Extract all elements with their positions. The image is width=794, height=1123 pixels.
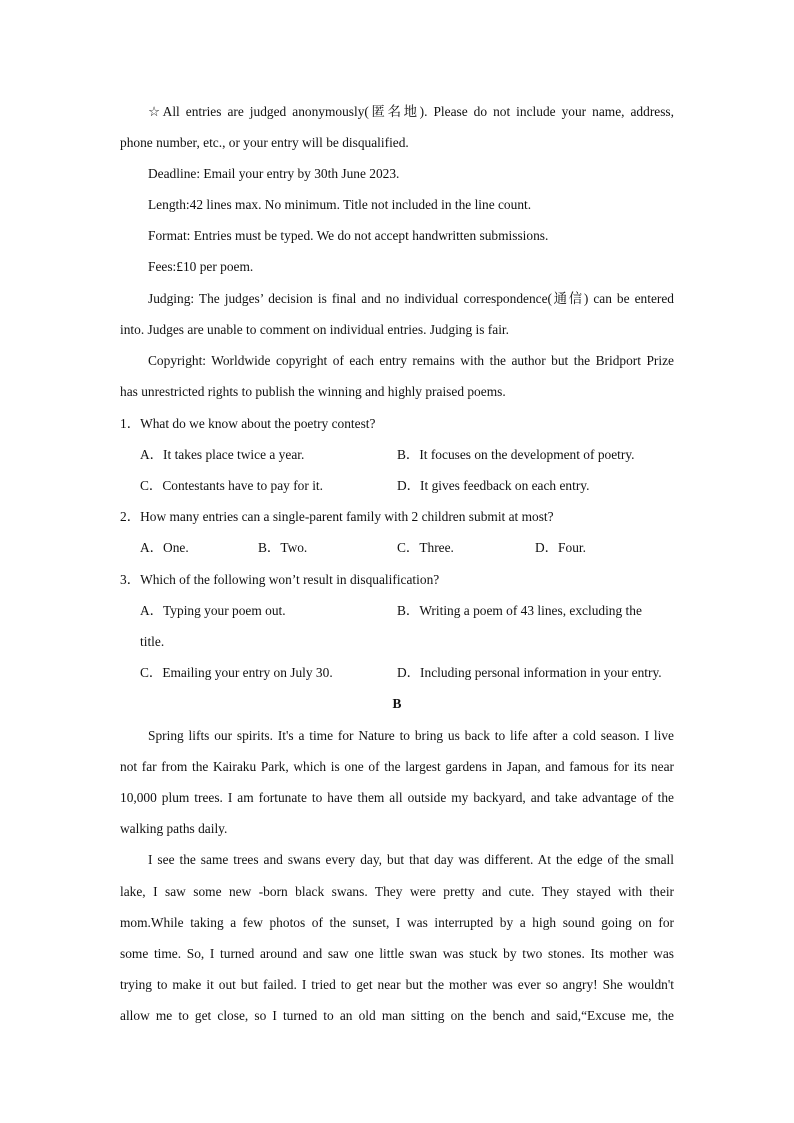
rule-length: Length:42 lines max. No minimum. Title not included in the line count.	[148, 197, 532, 212]
passage-p1-line-4: walking paths daily.	[120, 821, 228, 836]
passage-p2-line-4: some time. So, I turned around and saw one little swan was stuck by two stones. Its mother was	[120, 946, 674, 961]
passage-p2-line-5: trying to make it out but failed. I tried to get near but the mother was ever so angry! She wouldn't	[120, 977, 674, 992]
passage-p1-line-2: not far from the Kairaku Park, which is one of the largest gardens in Japan, and famous for its near	[120, 759, 674, 774]
rule-anonymity-line-1: ☆All entries are judged anonymously(匿名地). Please do not include your name, address,	[148, 104, 674, 119]
section-b-heading: B	[392, 696, 402, 711]
question-3-option-b-continued: title.	[140, 634, 165, 649]
rule-judging-line-2: into. Judges are unable to comment on individual entries. Judging is fair.	[120, 322, 510, 337]
question-3-option-d: D．Including personal information in your entry.	[397, 665, 662, 680]
passage-p1-line-3: 10,000 plum trees. I am fortunate to have them all outside my backyard, and take advantage of the	[120, 790, 674, 805]
passage-p1-line-1: Spring lifts our spirits. It's a time for Nature to bring us back to life after a cold season. I live	[148, 728, 674, 743]
question-3-stem: 3．Which of the following won’t result in disqualification?	[120, 572, 440, 587]
question-2-option-b: B．Two.	[258, 540, 308, 555]
passage-p2-line-3: mom.While taking a few photos of the sunset, I was interrupted by a high sound going on for	[120, 915, 674, 930]
question-1-option-b: B．It focuses on the development of poetry.	[397, 447, 635, 462]
question-2-option-c: C．Three.	[397, 540, 454, 555]
question-3-option-a: A．Typing your poem out.	[140, 603, 286, 618]
question-1-option-c: C．Contestants have to pay for it.	[140, 478, 323, 493]
passage-p2-line-1: I see the same trees and swans every day, but that day was different. At the edge of the small	[148, 852, 674, 867]
rule-fees: Fees:£10 per poem.	[148, 259, 254, 274]
passage-p2-line-2: lake, I saw some new -born black swans. They were pretty and cute. They stayed with their	[120, 884, 674, 899]
rule-deadline: Deadline: Email your entry by 30th June 2023.	[148, 166, 400, 181]
rule-copyright-line-2: has unrestricted rights to publish the winning and highly praised poems.	[120, 384, 506, 399]
rule-copyright-line-1: Copyright: Worldwide copyright of each entry remains with the author but the Bridport Prize	[148, 353, 674, 368]
question-3-option-c: C．Emailing your entry on July 30.	[140, 665, 333, 680]
question-2-option-a: A．One.	[140, 540, 189, 555]
question-1-stem: 1．What do we know about the poetry contest?	[120, 416, 376, 431]
rule-judging-line-1: Judging: The judges’ decision is final and no individual correspondence(通信) can be entered	[148, 291, 674, 306]
question-1-option-d: D．It gives feedback on each entry.	[397, 478, 590, 493]
question-3-option-b: B．Writing a poem of 43 lines, excluding the	[397, 603, 642, 618]
question-2-option-d: D．Four.	[535, 540, 586, 555]
question-1-option-a: A．It takes place twice a year.	[140, 447, 305, 462]
question-2-stem: 2．How many entries can a single-parent family with 2 children submit at most?	[120, 509, 554, 524]
passage-p2-line-6: allow me to get close, so I turned to an old man sitting on the bench and said,“Excuse me, the	[120, 1008, 674, 1023]
rule-anonymity-line-2: phone number, etc., or your entry will be disqualified.	[120, 135, 409, 150]
rule-format: Format: Entries must be typed. We do not accept handwritten submissions.	[148, 228, 549, 243]
